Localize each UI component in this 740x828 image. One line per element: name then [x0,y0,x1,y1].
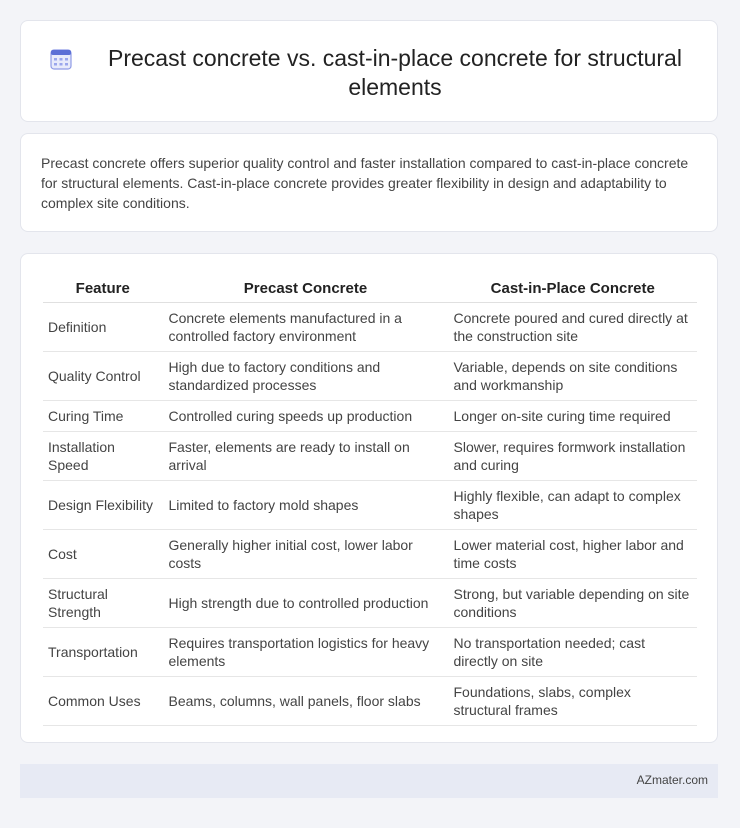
summary-text: Precast concrete offers superior quality control and faster installation compared to cast-in-place concrete for structural elements. Cast-in-place concrete provides greater flexibility in design and adaptability to complex site conditions. [41,155,689,211]
table-row [43,401,697,432]
cast-in-place-cell: Strong, but variable depending on site conditions [448,579,697,628]
calendar-grid-icon [49,47,73,71]
feature-cell: Curing Time [43,401,163,432]
summary-card [20,133,718,232]
cast-in-place-cell: Concrete poured and cured directly at the construction site [448,303,697,352]
precast-cell: High strength due to controlled production [163,579,448,628]
feature-cell: Cost [43,530,163,579]
cast-in-place-cell: Highly flexible, can adapt to complex shapes [448,481,697,530]
table-header-row [43,274,697,303]
cast-in-place-cell: No transportation needed; cast directly on site [448,628,697,677]
precast-cell: Concrete elements manufactured in a controlled factory environment [163,303,448,352]
precast-cell: Generally higher initial cost, lower labor costs [163,530,448,579]
feature-cell: Quality Control [43,352,163,401]
cast-in-place-cell: Lower material cost, higher labor and time costs [448,530,697,579]
precast-cell: Requires transportation logistics for heavy elements [163,628,448,677]
column-header-precast: Precast Concrete [163,274,448,303]
column-header-feature: Feature [43,274,163,303]
comparison-table [43,274,697,726]
column-header-cast-in-place: Cast-in-Place Concrete [448,274,697,303]
cast-in-place-cell: Longer on-site curing time required [448,401,697,432]
table-row [43,628,697,677]
table-row [43,677,697,726]
table-row [43,579,697,628]
feature-cell: Design Flexibility [43,481,163,530]
feature-cell: Common Uses [43,677,163,726]
precast-cell: Controlled curing speeds up production [163,401,448,432]
cast-in-place-cell: Slower, requires formwork installation and curing [448,432,697,481]
table-row [43,352,697,401]
feature-cell: Transportation [43,628,163,677]
comparison-table-card [20,253,718,743]
table-row [43,303,697,352]
precast-cell: Faster, elements are ready to install on arrival [163,432,448,481]
table-row [43,481,697,530]
table-row [43,432,697,481]
footer-brand[interactable]: AZmater.com [636,773,708,787]
table-row [43,530,697,579]
precast-cell: Beams, columns, wall panels, floor slabs [163,677,448,726]
cast-in-place-cell: Foundations, slabs, complex structural frames [448,677,697,726]
footer-bar [20,764,718,798]
feature-cell: Installation Speed [43,432,163,481]
cast-in-place-cell: Variable, depends on site conditions and workmanship [448,352,697,401]
feature-cell: Structural Strength [43,579,163,628]
precast-cell: High due to factory conditions and standardized processes [163,352,448,401]
page-title: Precast concrete vs. cast-in-place concrete for structural elements [108,45,682,100]
title-card [20,20,718,122]
feature-cell: Definition [43,303,163,352]
precast-cell: Limited to factory mold shapes [163,481,448,530]
